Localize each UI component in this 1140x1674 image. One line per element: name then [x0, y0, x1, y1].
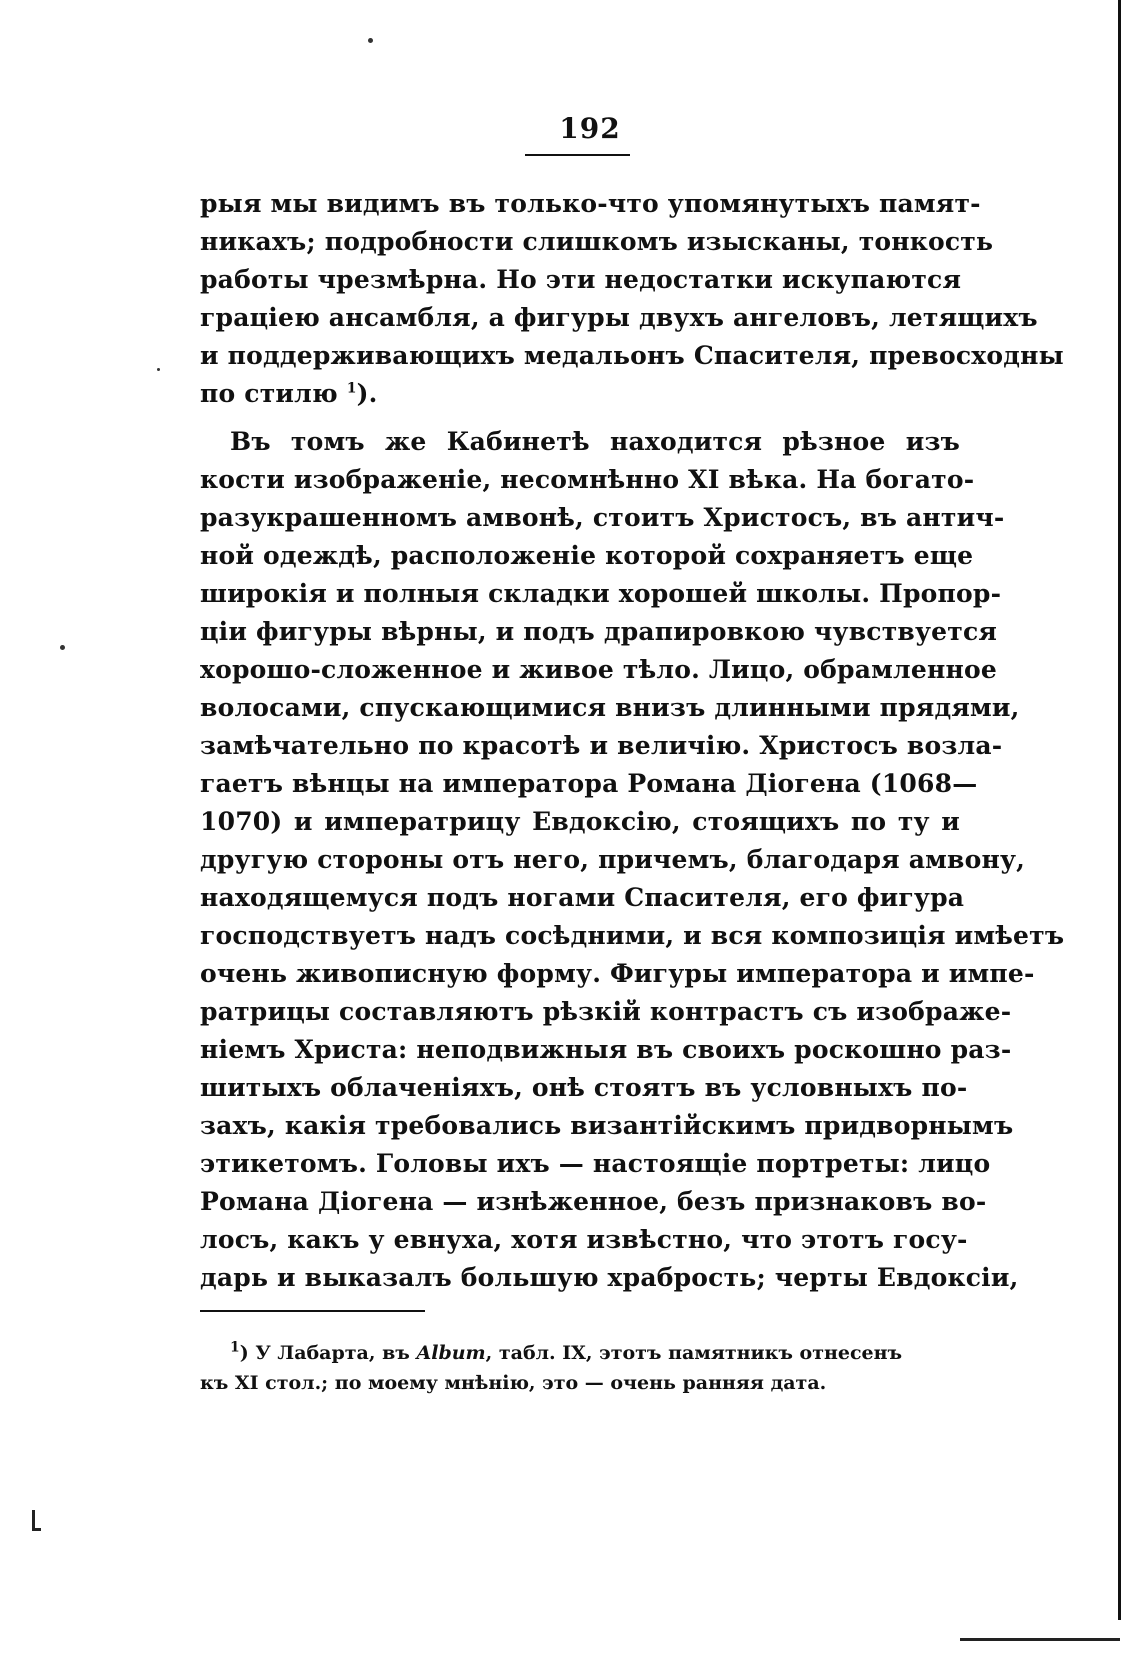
page-number-underline [525, 154, 630, 156]
body-text [200, 185, 1065, 1297]
text-line: хорошо-сложенное и живое тѣло. Лицо, обрамленное [200, 655, 997, 684]
text-line: волосами, спускающимися внизъ длинными прядями, [200, 693, 1020, 722]
footnote [200, 1338, 903, 1398]
text-line: ратрицы составляютъ рѣзкій контрастъ съ изображе- [200, 997, 1012, 1026]
text-span: ). [356, 379, 378, 408]
text-line: Романа Діогена — изнѣженное, безъ признаковъ во- [200, 1187, 987, 1216]
text-line: очень живописную форму. Фигуры императора и импе- [200, 959, 1035, 988]
text-line: лосъ, какъ у евнуха, хотя извѣстно, что этотъ госу- [200, 1225, 968, 1254]
text-line: разукрашенномъ амвонѣ, стоитъ Христосъ, въ антич- [200, 503, 1005, 532]
footnote-marker: 1 [230, 1339, 240, 1356]
footnote-line: къ XI стол.; по моему мнѣнію, это — очень ранняя дата. [200, 1372, 827, 1394]
text-line: находящемуся подъ ногами Спасителя, его фигура [200, 883, 965, 912]
paragraph-2 [200, 423, 1065, 1297]
scan-bottom-mark [960, 1638, 1120, 1641]
text-span: по стилю [200, 379, 338, 408]
text-line: ніемъ Христа: неподвижныя въ своихъ роскошно раз- [200, 1035, 1012, 1064]
text-line: замѣчательно по красотѣ и величію. Христосъ возла- [200, 731, 1003, 760]
text-line: работы чрезмѣрна. Но эти недостатки искупаются [200, 265, 962, 294]
scan-speck [157, 368, 160, 371]
text-line: ной одеждѣ, расположеніе которой сохраняетъ еще [200, 541, 974, 570]
text-line: захъ, какія требовались византійскимъ придворнымъ [200, 1111, 1014, 1140]
italic-title: Album [416, 1342, 486, 1364]
scan-speck [60, 645, 65, 650]
text-line: Въ томъ же Кабинетѣ находится рѣзное изъ [230, 427, 960, 456]
text-line: гаетъ вѣнцы на императора Романа Діогена (1068— [200, 769, 978, 798]
text-line: 1070) и императрицу Евдоксію, стоящихъ по ту и [200, 807, 960, 836]
text-line: другую стороны отъ него, причемъ, благодаря амвону, [200, 845, 1026, 874]
text-line: граціею ансамбля, а фигуры двухъ ангеловъ, летящихъ [200, 303, 1038, 332]
text-line: кости изображеніе, несомнѣнно XI вѣка. На богато- [200, 465, 975, 494]
footnote-separator [200, 1310, 425, 1312]
text-line: господствуетъ надъ сосѣдними, и вся композиція имѣетъ [200, 921, 1065, 950]
text-line: шитыхъ облаченіяхъ, онѣ стоятъ въ условныхъ по- [200, 1073, 968, 1102]
text-line: и поддерживающихъ медальонъ Спасителя, превосходны [200, 341, 1064, 370]
text-span: , табл. IX, этотъ памятникъ отнесенъ [485, 1342, 903, 1364]
text-line: дарь и выказалъ большую храбрость; черты Евдоксіи, [200, 1263, 1019, 1292]
text-line: рыя мы видимъ въ только-что упомянутыхъ памят- [200, 189, 981, 218]
paragraph-1 [200, 185, 1064, 413]
text-line: этикетомъ. Головы ихъ — настоящіе портреты: лицо [200, 1149, 991, 1178]
text-span: ) У Лабарта, въ [239, 1342, 417, 1364]
page-edge-line [1118, 0, 1121, 1620]
footnote-ref-1[interactable]: 1 [346, 380, 357, 397]
footnote-line [200, 1338, 903, 1368]
text-line: ціи фигуры вѣрны, и подъ драпировкою чувствуется [200, 617, 998, 646]
text-line: широкія и полныя складки хорошей школы. Пропор- [200, 579, 1002, 608]
scan-speck [368, 38, 373, 43]
text-line [200, 375, 960, 413]
text-line: никахъ; подробности слишкомъ изысканы, тонкость [200, 227, 994, 256]
scan-corner-mark [32, 1510, 41, 1531]
page-number: 192 [559, 112, 621, 145]
